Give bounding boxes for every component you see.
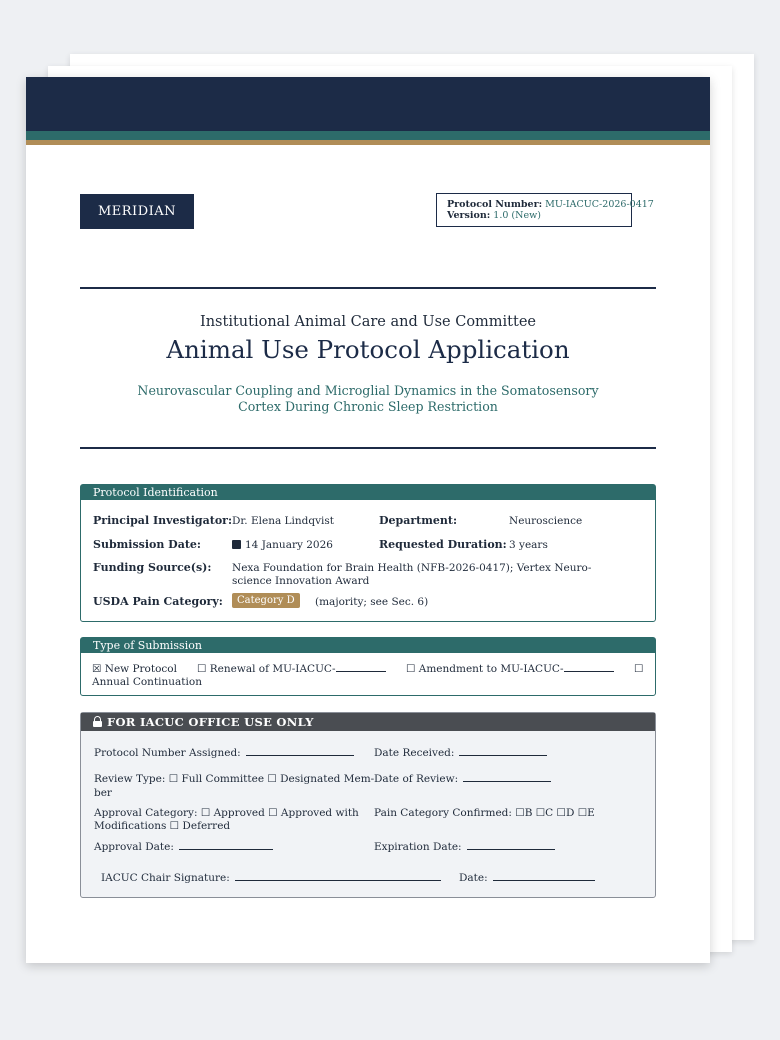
review-type-options-cont: ber	[94, 787, 112, 799]
date-received-label: Date Received:	[374, 747, 455, 759]
annual-continuation-label: Annual Continuation	[92, 676, 202, 688]
submission-type-section	[80, 637, 656, 696]
date-review-field[interactable]	[374, 773, 551, 785]
office-heading-text: FOR IACUC OFFICE USE ONLY	[107, 715, 314, 729]
protocol-info-box	[436, 193, 654, 227]
approval-category-options[interactable]: Approval Category: ☐ Approved ☐ Approved with	[94, 807, 359, 819]
funding-label: Funding Source(s):	[93, 561, 212, 574]
subtitle-line: Neurovascular Coupling and Microglial Dynamics in the Somatosensory	[137, 383, 599, 398]
section-heading: Type of Submission	[81, 638, 655, 653]
renewal-option[interactable]	[197, 663, 386, 675]
protocol-subtitle	[120, 383, 616, 415]
expiration-date-field[interactable]	[374, 841, 555, 853]
duration-value: 3 years	[509, 539, 548, 551]
protocol-assigned-field[interactable]	[94, 747, 354, 759]
expiration-date-label: Expiration Date:	[374, 841, 462, 853]
renewal-label: ☐ Renewal of MU-IACUC-	[197, 663, 336, 675]
chair-signature-field[interactable]	[101, 872, 441, 884]
committee-name: Institutional Animal Care and Use Committee	[199, 314, 536, 330]
pain-confirmed-options[interactable]: Pain Category Confirmed: ☐B ☐C ☐D ☐E	[374, 807, 595, 819]
office-heading	[81, 713, 655, 731]
page-title: Animal Use Protocol Application	[166, 335, 570, 364]
input-line[interactable]	[459, 754, 547, 756]
office-use-section	[80, 712, 656, 898]
logo: MERIDIAN	[80, 194, 194, 229]
version-value: 1.0 (New)	[493, 210, 541, 221]
renewal-number-field[interactable]	[336, 670, 386, 672]
date-received-field[interactable]	[374, 747, 547, 759]
pain-category-note: (majority; see Sec. 6)	[315, 596, 429, 608]
calendar-icon	[232, 540, 241, 549]
pain-category-badge: Category D	[232, 593, 300, 608]
divider	[80, 287, 656, 289]
signature-line[interactable]	[235, 879, 441, 881]
submission-date-value	[232, 539, 333, 551]
submission-date-label: Submission Date:	[93, 538, 201, 551]
department-value: Neuroscience	[509, 515, 583, 527]
funding-value-cont: science Innovation Award	[232, 575, 370, 587]
pain-category-label: USDA Pain Category:	[93, 595, 223, 608]
review-type-options[interactable]: Review Type: ☐ Full Committee ☐ Designated Mem-	[94, 773, 375, 785]
approval-date-label: Approval Date:	[94, 841, 174, 853]
protocol-number-label: Protocol Number:	[447, 199, 543, 210]
section-heading: Protocol Identification	[81, 485, 655, 500]
divider	[80, 447, 656, 449]
protocol-assigned-label: Protocol Number Assigned:	[94, 747, 241, 759]
header-stripe-gold	[26, 140, 710, 145]
department-label: Department:	[379, 514, 458, 527]
document-page	[26, 77, 710, 963]
chair-signature-label: IACUC Chair Signature:	[101, 872, 230, 884]
amendment-number-field[interactable]	[564, 670, 614, 672]
header-band	[26, 77, 710, 131]
protocol-identification-section	[80, 484, 656, 622]
version-label: Version:	[447, 210, 491, 221]
duration-label: Requested Duration:	[379, 538, 507, 551]
amendment-option[interactable]	[406, 663, 614, 675]
funding-value: Nexa Foundation for Brain Health (NFB-2026-0417); Vertex Neuro-	[232, 562, 592, 574]
pi-label: Principal Investigator:	[93, 514, 233, 527]
submission-date: 14 January 2026	[245, 539, 333, 551]
new-protocol-option[interactable]: ☒ New Protocol	[92, 663, 177, 675]
pi-value: Dr. Elena Lindqvist	[232, 515, 334, 527]
signature-date-label: Date:	[459, 872, 488, 884]
approval-category-options-cont[interactable]: Modifications ☐ Deferred	[94, 820, 231, 832]
protocol-number: MU-IACUC-2026-0417	[545, 199, 654, 210]
subtitle-line: Cortex During Chronic Sleep Restriction	[238, 399, 498, 414]
signature-date-field[interactable]	[459, 872, 595, 884]
annual-continuation-checkbox[interactable]: ☐	[634, 663, 644, 675]
input-line[interactable]	[246, 754, 354, 756]
lock-icon	[93, 716, 102, 727]
input-line[interactable]	[467, 848, 555, 850]
header-stripe-teal	[26, 131, 710, 140]
input-line[interactable]	[179, 848, 273, 850]
approval-date-field[interactable]	[94, 841, 273, 853]
input-line[interactable]	[463, 780, 551, 782]
input-line[interactable]	[493, 879, 595, 881]
date-review-label: Date of Review:	[374, 773, 459, 785]
amendment-label: ☐ Amendment to MU-IACUC-	[406, 663, 564, 675]
